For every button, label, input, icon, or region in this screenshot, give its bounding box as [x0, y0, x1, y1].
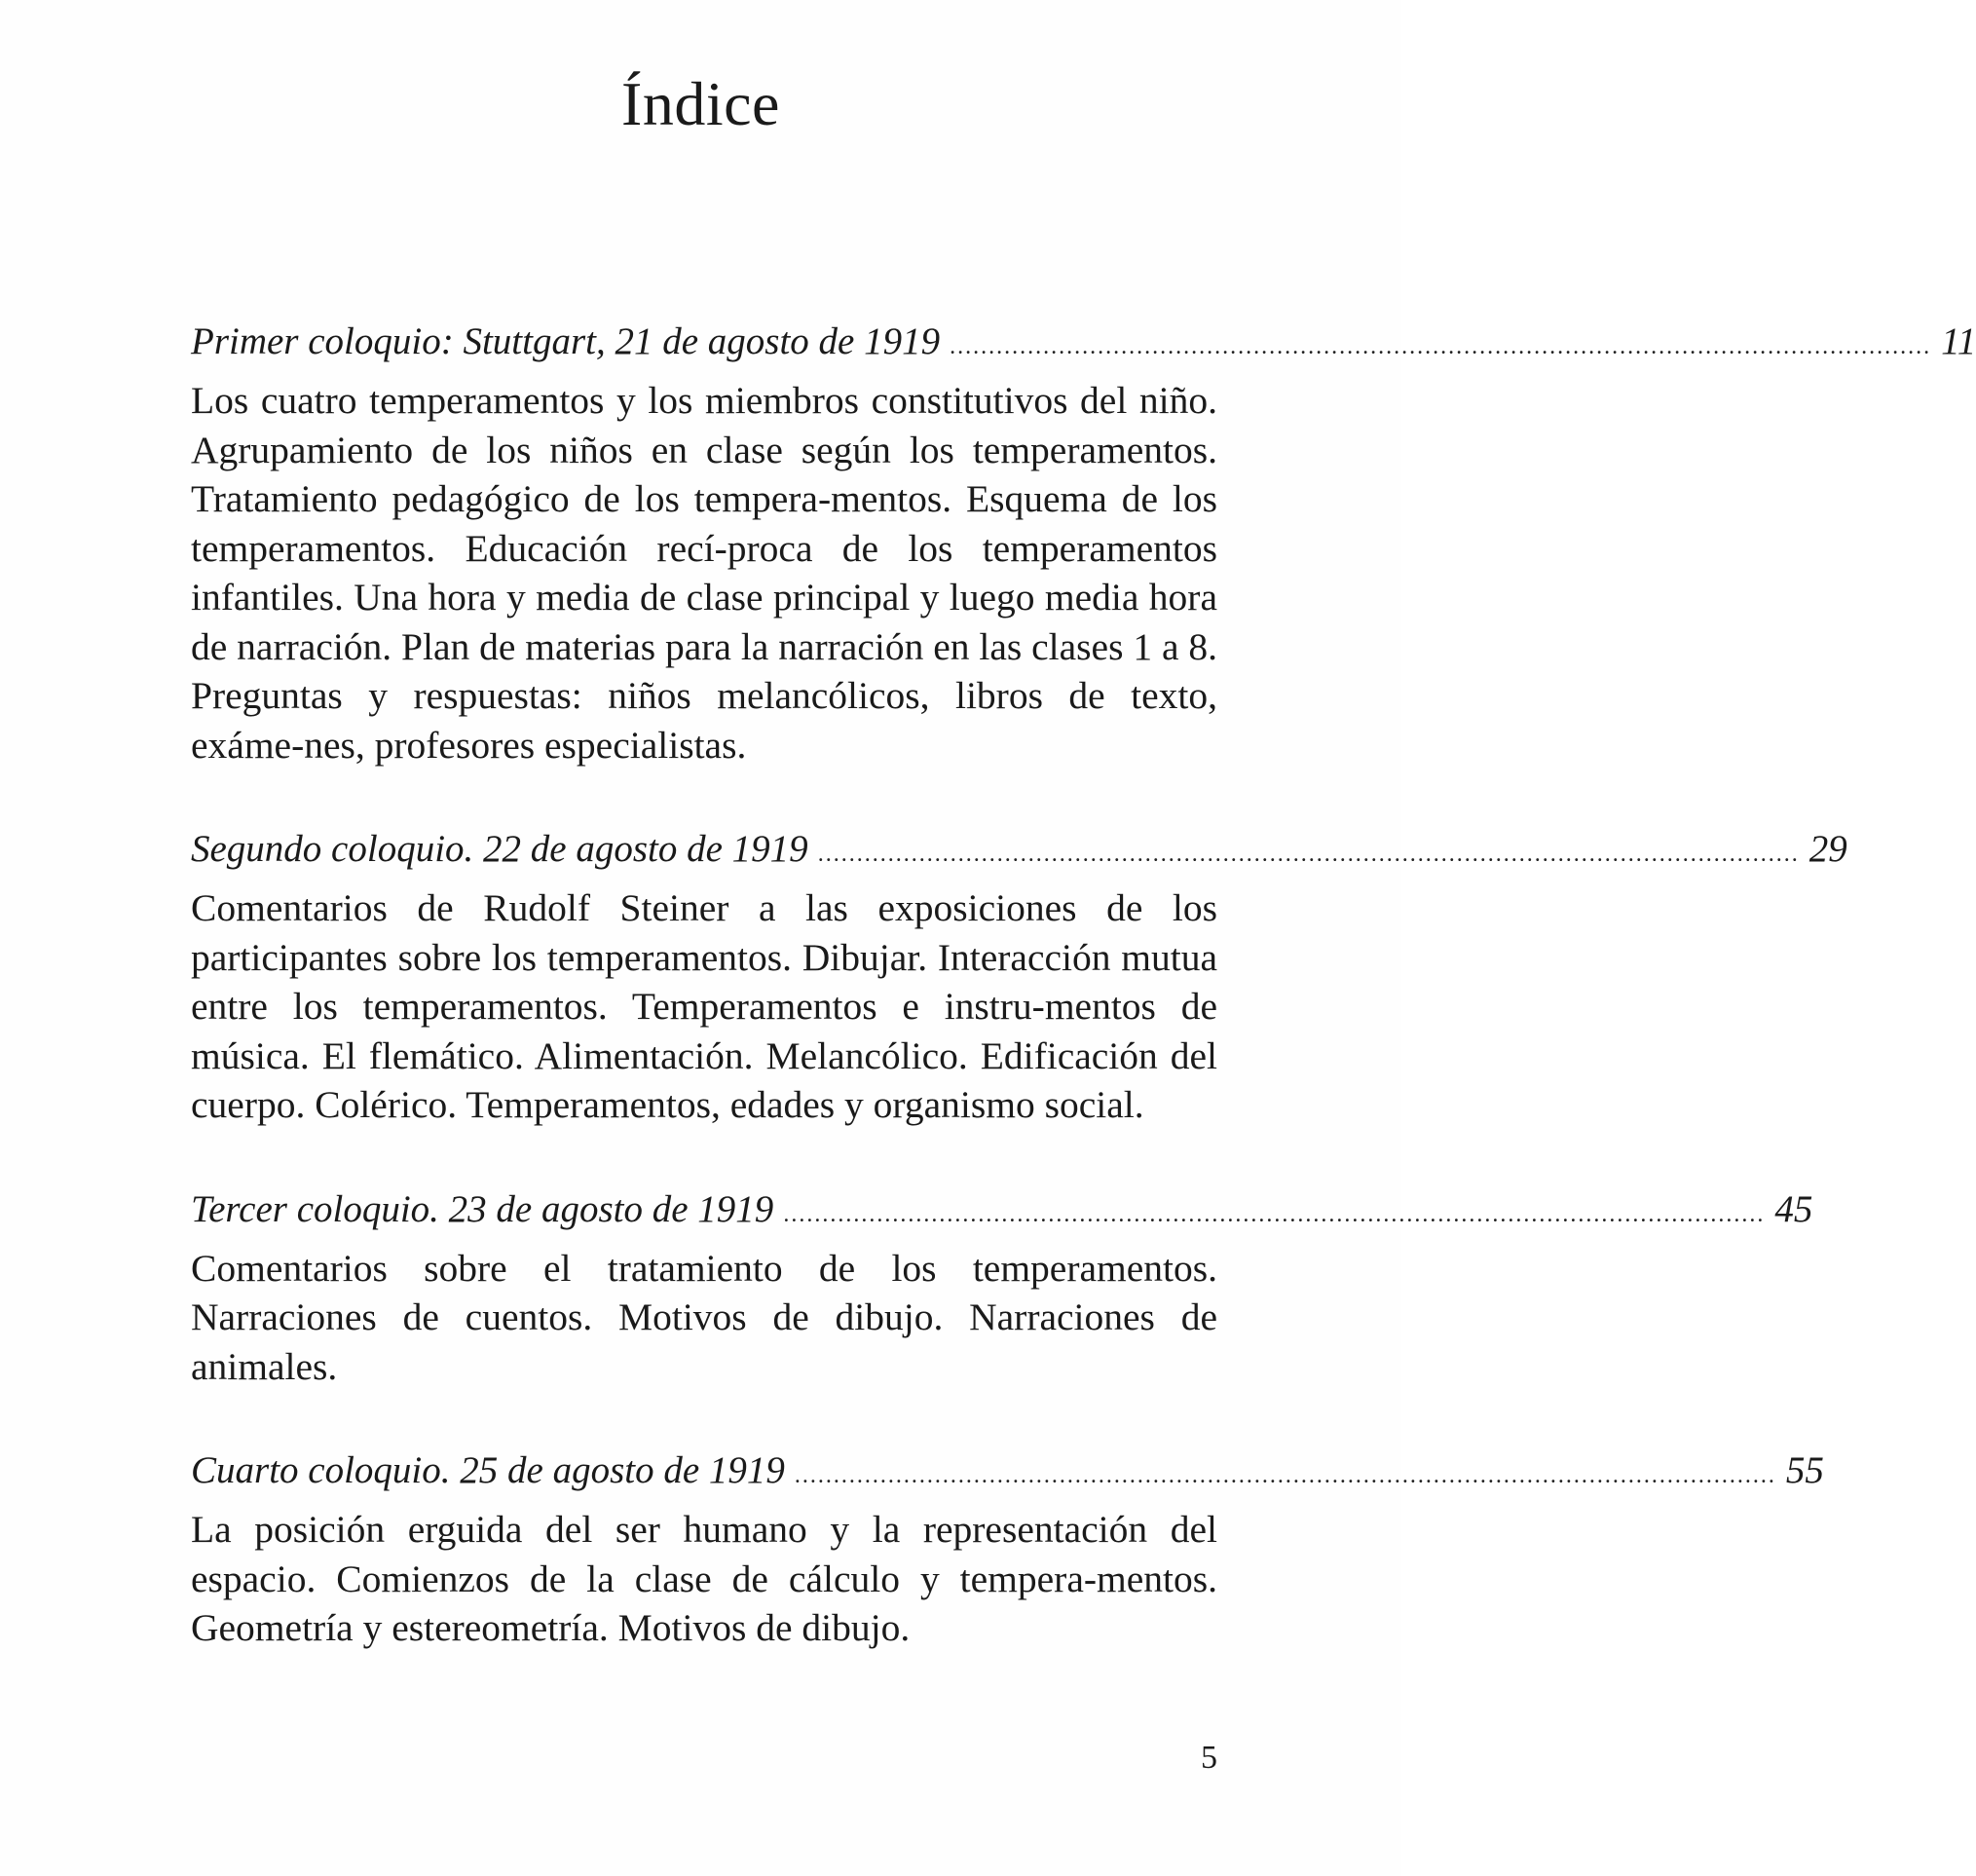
toc-entry-3 [191, 1184, 1813, 1392]
dot-leader: .............................................................................................................................. [794, 1463, 1776, 1488]
toc-entry-heading [191, 1445, 1824, 1501]
entry-title: Cuarto coloquio. 25 de agosto de 1919 [191, 1449, 785, 1491]
entry-title: Primer coloquio: Stuttgart, 21 de agosto de 1919 [191, 320, 941, 362]
entry-title: Segundo coloquio. 22 de agosto de 1919 [191, 828, 808, 870]
toc-entry-heading [191, 1184, 1813, 1240]
entry-description: Comentarios sobre el tratamiento de los temperamentos. Narraciones de cuentos. Motivos de dibujo. Narraciones de animales. [191, 1246, 1217, 1388]
table-of-contents [191, 317, 1976, 1707]
entry-description: Comentarios de Rudolf Steiner a las exposiciones de los participantes sobre los temperamentos. Dibujar. Interacción mutua entre los temperamentos. Temperamentos e instru-mentos de música. El flemático. Alimentación. Melancólico. Edificación del cuerpo. Colérico. Temperamentos, edades y organismo social. [191, 886, 1217, 1126]
entry-description: La posición erguida del ser humano y la representación del espacio. Comienzos de la clase de cálculo y tempera-mentos. Geometría y estereometría. Motivos de dibujo. [191, 1508, 1217, 1649]
dot-leader: .............................................................................................................................. [950, 334, 1932, 359]
toc-entry-2 [191, 824, 1847, 1130]
page-title: Índice [621, 69, 780, 138]
page-number: 5 [1201, 1740, 1217, 1776]
dot-leader: .............................................................................................................................. [817, 842, 1800, 867]
entry-page-number: 45 [1774, 1187, 1813, 1230]
entry-description: Los cuatro temperamentos y los miembros constitutivos del niño. Agrupamiento de los niños en clase según los temperamentos. Tratamiento pedagógico de los tempera-mentos. Esquema de los temperamentos. Educación recí-proca de los temperamentos infantiles. Una hora y media de clase principal y luego media hora de narración. Plan de materias para la narración en las clases 1 a 8. Preguntas y respuestas: niños melancólicos, libros de texto, exáme-nes, profesores especialistas. [191, 379, 1217, 767]
toc-entry-4 [191, 1445, 1824, 1653]
entry-page-number: 55 [1785, 1449, 1824, 1491]
entry-page-number: 29 [1808, 828, 1847, 870]
dot-leader: .............................................................................................................................. [783, 1201, 1766, 1227]
toc-entry-1 [191, 317, 1976, 769]
toc-entry-heading [191, 824, 1847, 880]
toc-entry-heading [191, 317, 1976, 372]
entry-page-number: 11 [1941, 320, 1976, 362]
entry-title: Tercer coloquio. 23 de agosto de 1919 [191, 1187, 774, 1230]
